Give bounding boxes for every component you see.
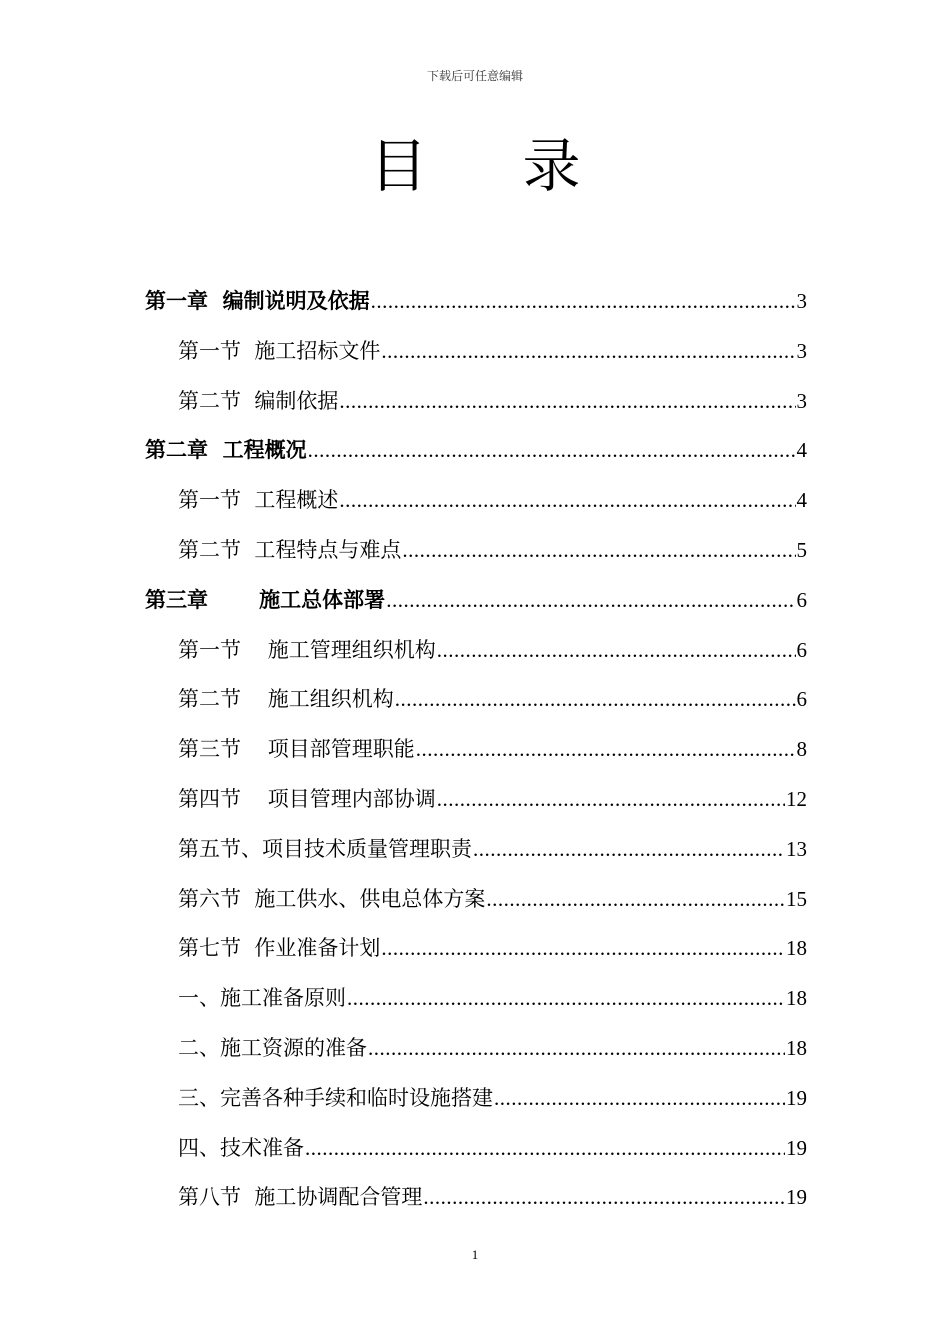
toc-entry-page: 4 (796, 438, 807, 463)
title-char-2: 录 (522, 132, 581, 200)
toc-entry-page: 19 (786, 1135, 807, 1160)
toc-entry-label: 第四节 项目管理内部协调 (178, 786, 436, 811)
toc-dot-leader (423, 1173, 785, 1223)
table-of-contents (145, 277, 807, 1223)
toc-dot-leader (381, 924, 785, 974)
toc-entry[interactable] (145, 775, 807, 825)
toc-entry[interactable] (145, 974, 807, 1024)
toc-entry-page: 19 (786, 1085, 807, 1110)
toc-entry[interactable] (145, 327, 807, 377)
toc-entry-label: 四、技术准备 (178, 1135, 304, 1160)
toc-entry-page: 19 (786, 1185, 807, 1210)
toc-dot-leader (381, 327, 795, 377)
toc-entry-page: 6 (796, 587, 807, 612)
toc-entry[interactable] (145, 1173, 807, 1223)
toc-entry[interactable] (145, 476, 807, 526)
toc-dot-leader (395, 675, 796, 725)
toc-dot-leader (339, 377, 795, 427)
toc-entry-label: 第一节 施工招标文件 (178, 338, 381, 363)
toc-entry-label: 第八节 施工协调配合管理 (178, 1185, 423, 1210)
toc-entry[interactable] (145, 1024, 807, 1074)
toc-dot-leader (339, 476, 795, 526)
toc-entry-label: 第五节、项目技术质量管理职责 (178, 836, 472, 861)
toc-entry-label: 第七节 作业准备计划 (178, 936, 381, 961)
toc-entry-page: 12 (786, 786, 807, 811)
toc-dot-leader (368, 1024, 785, 1074)
toc-entry-page: 4 (796, 488, 807, 513)
toc-entry-label: 第六节 施工供水、供电总体方案 (178, 886, 486, 911)
toc-entry-page: 3 (796, 388, 807, 413)
toc-entry[interactable] (145, 277, 807, 327)
toc-entry-page: 13 (786, 836, 807, 861)
toc-entry[interactable] (145, 626, 807, 676)
toc-entry-label: 第三节 项目部管理职能 (178, 737, 415, 762)
toc-entry-label: 第一章 编制说明及依据 (145, 289, 370, 313)
toc-entry-label: 第三章 施工总体部署 (145, 587, 386, 612)
toc-entry-page: 18 (786, 1035, 807, 1060)
toc-entry-label: 第二节 编制依据 (178, 388, 339, 413)
toc-entry[interactable] (145, 377, 807, 427)
toc-entry-label: 第二节 施工组织机构 (178, 687, 394, 712)
toc-entry-page: 8 (796, 737, 807, 762)
toc-entry-label: 第一节 施工管理组织机构 (178, 637, 436, 662)
title-char-1: 目 (369, 132, 428, 200)
page-number: 1 (471, 1247, 479, 1262)
toc-dot-leader (305, 1124, 785, 1174)
toc-dot-leader (402, 526, 795, 576)
toc-entry-label: 第一节 工程概述 (178, 488, 339, 513)
toc-dot-leader (347, 974, 785, 1024)
toc-entry[interactable] (145, 1074, 807, 1124)
toc-entry[interactable] (145, 576, 807, 626)
toc-dot-leader (371, 277, 796, 327)
toc-entry-label: 第二节 工程特点与难点 (178, 537, 402, 562)
toc-entry[interactable] (145, 725, 807, 775)
toc-entry-page: 15 (786, 886, 807, 911)
toc-entry[interactable] (145, 924, 807, 974)
toc-entry[interactable] (145, 526, 807, 576)
toc-entry[interactable] (145, 825, 807, 875)
toc-dot-leader (494, 1074, 785, 1124)
toc-dot-leader (416, 725, 796, 775)
toc-entry-label: 二、施工资源的准备 (178, 1035, 367, 1060)
toc-entry[interactable] (145, 675, 807, 725)
toc-entry-page: 18 (786, 986, 807, 1011)
toc-entry-page: 3 (796, 338, 807, 363)
toc-entry[interactable] (145, 1124, 807, 1174)
toc-dot-leader (308, 426, 796, 476)
header-note: 下载后可任意编辑 (426, 69, 523, 83)
toc-dot-leader (473, 825, 785, 875)
toc-entry-label: 三、完善各种手续和临时设施搭建 (178, 1085, 493, 1110)
toc-dot-leader (437, 626, 796, 676)
toc-entry[interactable] (145, 426, 807, 476)
toc-entry-page: 5 (796, 537, 807, 562)
toc-entry-label: 一、施工准备原则 (178, 986, 346, 1011)
toc-entry-page: 18 (786, 936, 807, 961)
toc-entry-label: 第二章 工程概况 (145, 438, 307, 463)
toc-entry-page: 6 (796, 687, 807, 712)
toc-dot-leader (386, 576, 795, 626)
toc-entry-page: 3 (796, 289, 807, 313)
page-title (0, 130, 950, 202)
toc-entry[interactable] (145, 875, 807, 925)
toc-dot-leader (486, 875, 785, 925)
toc-entry-page: 6 (796, 637, 807, 662)
toc-dot-leader (437, 775, 785, 825)
